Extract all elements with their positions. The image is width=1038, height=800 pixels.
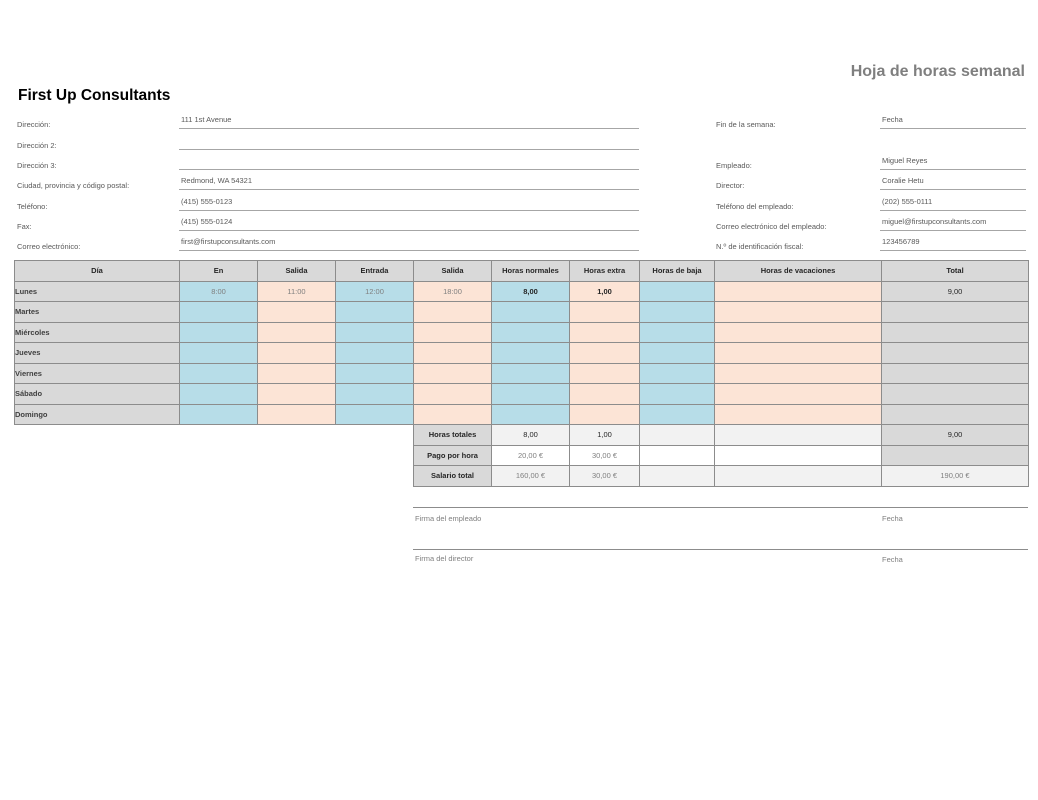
header-in: En [180, 261, 258, 282]
email-label: Correo electrónico: [17, 242, 81, 251]
day-cell: Miércoles [15, 322, 180, 343]
hourly-pay-regular[interactable]: 20,00 € [492, 445, 570, 466]
summary-label: Horas totales [414, 425, 492, 446]
info-row-email [17, 235, 642, 255]
summary-regular-hours: 8,00 [492, 425, 570, 446]
phone-label: Teléfono: [17, 202, 48, 211]
info-row-address2 [17, 134, 642, 154]
vacation-hours-cell[interactable] [715, 343, 882, 364]
day-cell: Sábado [15, 384, 180, 405]
summary-vacation-hours [715, 425, 882, 446]
salary-total: 190,00 € [882, 466, 1029, 487]
director-signature-date: Fecha [882, 555, 903, 564]
out-1-cell[interactable] [258, 363, 336, 384]
table-row [15, 281, 1029, 302]
header-day: Día [15, 261, 180, 282]
vacation-hours-cell[interactable] [715, 363, 882, 384]
header-out-2: Salida [414, 261, 492, 282]
sick-hours-cell[interactable] [640, 363, 715, 384]
total-cell [882, 302, 1029, 323]
out-1-cell[interactable]: 11:00 [258, 281, 336, 302]
entry-cell[interactable] [336, 404, 414, 425]
overtime-cell[interactable] [570, 384, 640, 405]
in-cell[interactable] [180, 302, 258, 323]
info-row-fax [17, 215, 642, 235]
summary-sick-hours [640, 425, 715, 446]
director-label: Director: [716, 181, 745, 190]
overtime-cell[interactable] [570, 404, 640, 425]
regular-hours-cell[interactable]: 8,00 [492, 281, 570, 302]
info-row-employee [716, 154, 1028, 174]
table-row [15, 384, 1029, 405]
overtime-cell[interactable] [570, 343, 640, 364]
tax-id-field[interactable]: 123456789 [880, 237, 1026, 251]
summary-row-total-hours [15, 425, 1029, 446]
salary-regular: 160,00 € [492, 466, 570, 487]
out-1-cell[interactable] [258, 384, 336, 405]
employee-signature-line[interactable] [413, 549, 1028, 550]
summary-spacer [15, 425, 414, 446]
info-row-city [17, 174, 642, 194]
info-row-tax-id [716, 235, 1028, 255]
document-title: Hoja de horas semanal [850, 63, 1025, 80]
hourly-pay-total [882, 445, 1029, 466]
out-2-cell[interactable] [414, 404, 492, 425]
vacation-hours-cell[interactable] [715, 302, 882, 323]
out-2-cell[interactable] [414, 302, 492, 323]
sick-hours-cell[interactable] [640, 302, 715, 323]
email-field[interactable]: first@firstupconsultants.com [179, 237, 639, 251]
sick-hours-cell[interactable] [640, 384, 715, 405]
summary-row-hourly-pay [15, 445, 1029, 466]
employee-signature-label: Firma del empleado [415, 514, 482, 523]
header-overtime: Horas extra [570, 261, 640, 282]
in-cell[interactable] [180, 322, 258, 343]
summary-spacer [15, 466, 414, 487]
summary-row-total-salary [15, 466, 1029, 487]
employee-label: Empleado: [716, 161, 752, 170]
director-field[interactable]: Coralie Hetu [880, 176, 1026, 190]
table-row [15, 302, 1029, 323]
regular-hours-cell[interactable] [492, 302, 570, 323]
employee-email-field[interactable]: miguel@firstupconsultants.com [880, 217, 1026, 231]
total-cell [882, 363, 1029, 384]
info-row-director [716, 174, 1028, 194]
in-cell[interactable] [180, 404, 258, 425]
table-row [15, 343, 1029, 364]
info-row-phone [17, 195, 642, 215]
info-row-week-end [716, 113, 1028, 133]
week-end-label: Fin de la semana: [716, 120, 776, 129]
phone-field[interactable]: (415) 555-0123 [179, 197, 639, 211]
day-cell: Viernes [15, 363, 180, 384]
address3-field[interactable] [179, 156, 639, 170]
address-label: Dirección: [17, 120, 51, 129]
day-cell: Jueves [15, 343, 180, 364]
out-1-cell[interactable] [258, 302, 336, 323]
day-cell: Lunes [15, 281, 180, 302]
address3-label: Dirección 3: [17, 161, 57, 170]
sick-hours-cell[interactable] [640, 404, 715, 425]
overtime-cell[interactable] [570, 322, 640, 343]
table-row [15, 363, 1029, 384]
hourly-pay-overtime[interactable]: 30,00 € [570, 445, 640, 466]
info-row-address3 [17, 154, 642, 174]
overtime-cell[interactable] [570, 363, 640, 384]
regular-hours-cell[interactable] [492, 404, 570, 425]
header-entry: Entrada [336, 261, 414, 282]
regular-hours-cell[interactable] [492, 384, 570, 405]
employee-signature-date: Fecha [882, 514, 903, 523]
summary-label: Salario total [414, 466, 492, 487]
summary-total: 9,00 [882, 425, 1029, 446]
header-sick-hours: Horas de baja [640, 261, 715, 282]
overtime-cell[interactable]: 1,00 [570, 281, 640, 302]
entry-cell[interactable] [336, 302, 414, 323]
vacation-hours-cell[interactable] [715, 281, 882, 302]
employee-email-label: Correo electrónico del empleado: [716, 222, 827, 231]
out-2-cell[interactable] [414, 384, 492, 405]
signature-top-line [413, 507, 1028, 508]
regular-hours-cell[interactable] [492, 363, 570, 384]
in-cell[interactable] [180, 363, 258, 384]
header-total: Total [882, 261, 1029, 282]
total-cell: 9,00 [882, 281, 1029, 302]
out-2-cell[interactable] [414, 363, 492, 384]
out-1-cell[interactable] [258, 404, 336, 425]
fax-label: Fax: [17, 222, 32, 231]
sick-hours-cell[interactable] [640, 281, 715, 302]
table-header-row [15, 261, 1029, 282]
header-out-1: Salida [258, 261, 336, 282]
salary-overtime: 30,00 € [570, 466, 640, 487]
out-2-cell[interactable] [414, 322, 492, 343]
entry-cell[interactable] [336, 322, 414, 343]
address2-label: Dirección 2: [17, 141, 57, 150]
out-1-cell[interactable] [258, 343, 336, 364]
regular-hours-cell[interactable] [492, 322, 570, 343]
info-row-employee-phone [716, 195, 1028, 215]
vacation-hours-cell[interactable] [715, 404, 882, 425]
company-name: First Up Consultants [18, 87, 171, 104]
entry-cell[interactable] [336, 343, 414, 364]
info-row-employee-email [716, 215, 1028, 235]
vacation-hours-cell[interactable] [715, 384, 882, 405]
vacation-hours-cell[interactable] [715, 322, 882, 343]
fax-field[interactable]: (415) 555-0124 [179, 217, 639, 231]
city-label: Ciudad, provincia y código postal: [17, 181, 130, 190]
hourly-pay-vacation[interactable] [715, 445, 882, 466]
entry-cell[interactable] [336, 363, 414, 384]
entry-cell[interactable]: 12:00 [336, 281, 414, 302]
day-cell: Martes [15, 302, 180, 323]
employee-field[interactable]: Miguel Reyes [880, 156, 1026, 170]
tax-id-label: N.º de identificación fiscal: [716, 242, 804, 251]
total-cell [882, 404, 1029, 425]
out-2-cell[interactable] [414, 343, 492, 364]
employee-phone-label: Teléfono del empleado: [716, 202, 794, 211]
in-cell[interactable] [180, 384, 258, 405]
hourly-pay-sick[interactable] [640, 445, 715, 466]
summary-overtime: 1,00 [570, 425, 640, 446]
director-signature-label: Firma del director [415, 554, 474, 563]
salary-vacation [715, 466, 882, 487]
timesheet-table [14, 260, 1029, 487]
header-regular-hours: Horas normales [492, 261, 570, 282]
table-row [15, 404, 1029, 425]
address2-field[interactable] [179, 136, 639, 150]
out-1-cell[interactable] [258, 322, 336, 343]
out-2-cell[interactable]: 18:00 [414, 281, 492, 302]
in-cell[interactable]: 8:00 [180, 281, 258, 302]
day-cell: Domingo [15, 404, 180, 425]
summary-spacer [15, 445, 414, 466]
address-field[interactable]: 111 1st Avenue [179, 115, 639, 129]
total-cell [882, 322, 1029, 343]
in-cell[interactable] [180, 343, 258, 364]
entry-cell[interactable] [336, 384, 414, 405]
table-row [15, 322, 1029, 343]
header-vacation-hours: Horas de vacaciones [715, 261, 882, 282]
total-cell [882, 384, 1029, 405]
info-row-address [17, 113, 642, 133]
summary-label: Pago por hora [414, 445, 492, 466]
overtime-cell[interactable] [570, 302, 640, 323]
regular-hours-cell[interactable] [492, 343, 570, 364]
employee-phone-field[interactable]: (202) 555-0111 [880, 197, 1026, 211]
salary-sick [640, 466, 715, 487]
sick-hours-cell[interactable] [640, 343, 715, 364]
sick-hours-cell[interactable] [640, 322, 715, 343]
total-cell [882, 343, 1029, 364]
city-field[interactable]: Redmond, WA 54321 [179, 176, 639, 190]
week-end-field[interactable]: Fecha [880, 115, 1026, 129]
